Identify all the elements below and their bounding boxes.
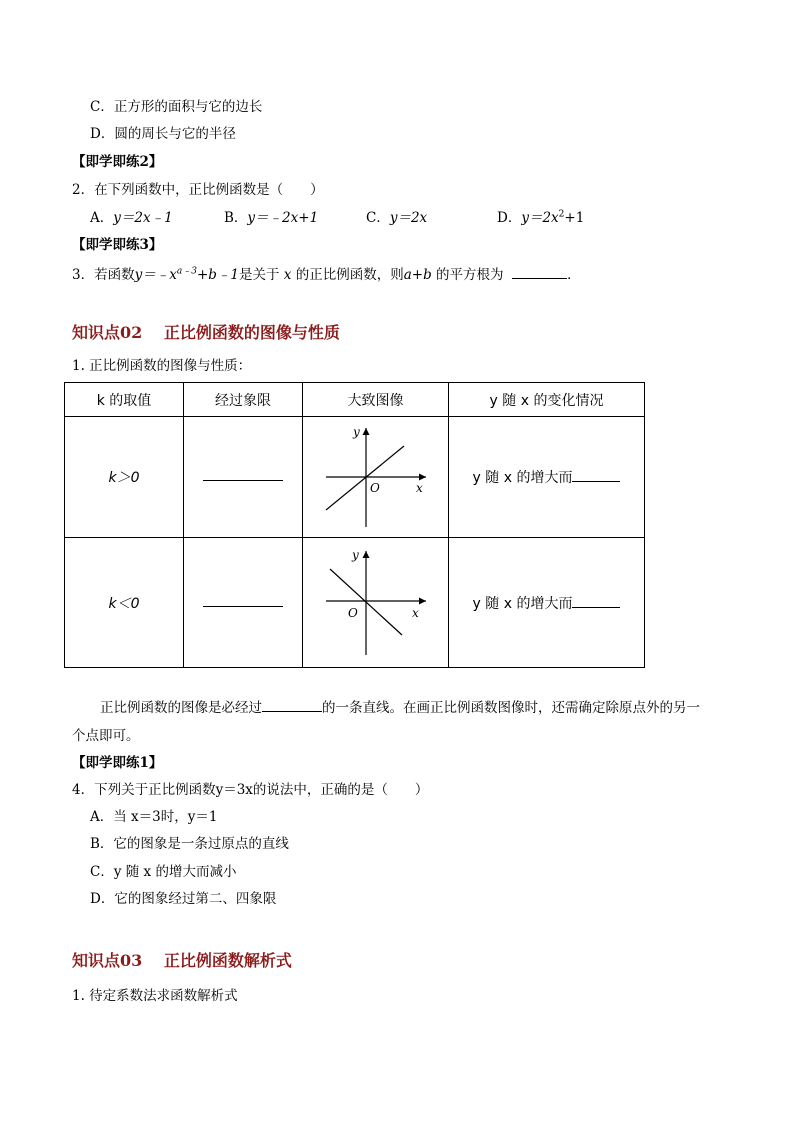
note-line-2: 个点即可。 bbox=[72, 728, 140, 744]
x-axis-label: x bbox=[415, 481, 423, 495]
header-trend: y 随 x 的变化情况 bbox=[449, 383, 645, 417]
practice-label-2: 【即学即练2】 bbox=[72, 154, 163, 170]
graph-cell bbox=[303, 538, 449, 668]
practice-label-3: 【即学即练3】 bbox=[72, 237, 163, 253]
q2-option-a-prefix: A． bbox=[90, 210, 114, 226]
table-row bbox=[65, 417, 645, 538]
y-axis-label: y bbox=[352, 425, 360, 439]
q3-post: 的正比例函数，则 bbox=[295, 267, 404, 283]
q3-period: ． bbox=[567, 267, 581, 283]
q3-ab: a+b bbox=[403, 267, 432, 283]
header-graph: 大致图像 bbox=[303, 383, 449, 417]
trend-blank-negative[interactable] bbox=[572, 595, 620, 608]
q3-var-x: x bbox=[283, 267, 292, 283]
section2-intro: 1. 正比例函数的图像与性质： bbox=[72, 358, 252, 374]
table-header-row bbox=[65, 383, 645, 417]
graph-cell bbox=[303, 417, 449, 538]
k-positive-label: k＞0 bbox=[65, 417, 184, 538]
q2-option-a-formula: y＝2x﹣1 bbox=[113, 210, 173, 226]
table-row bbox=[65, 538, 645, 668]
quadrant-blank-negative[interactable] bbox=[203, 605, 283, 607]
trend-text-positive: y 随 x 的增大而 bbox=[472, 470, 573, 486]
trend-text-negative: y 随 x 的增大而 bbox=[472, 595, 573, 612]
origin-label: O bbox=[369, 481, 380, 495]
note-line1-post: 的一条直线。在画正比例函数图像时，还需确定除原点外的另一 bbox=[322, 700, 700, 716]
q2-option-a bbox=[90, 206, 173, 226]
x-axis-label: x bbox=[411, 605, 419, 620]
q3-formula-base: y＝﹣x bbox=[134, 267, 177, 283]
k-negative-label: k＜0 bbox=[65, 538, 184, 668]
q3-answer-blank[interactable] bbox=[512, 266, 567, 279]
q3-mid: 是关于 bbox=[238, 267, 280, 283]
properties-table bbox=[64, 382, 645, 668]
q4-stem: 4．下列关于正比例函数y＝3x的说法中，正确的是（ ） bbox=[72, 782, 429, 798]
note-blank[interactable] bbox=[262, 699, 322, 712]
q3 bbox=[72, 263, 581, 283]
q2-option-b bbox=[224, 206, 318, 226]
q2-option-b-prefix: B． bbox=[224, 210, 248, 226]
q2-option-d-prefix: D． bbox=[497, 210, 522, 226]
q1-option-c: C．正方形的面积与它的边长 bbox=[90, 99, 263, 115]
q3-end: 的平方根为 bbox=[436, 267, 504, 283]
header-k-value: k 的取值 bbox=[65, 383, 184, 417]
q3-formula-tail: +b﹣1 bbox=[196, 267, 239, 283]
trend-cell bbox=[449, 417, 645, 538]
section3-intro: 1. 待定系数法求函数解析式 bbox=[72, 988, 238, 1004]
quadrant-blank-positive[interactable] bbox=[203, 479, 283, 481]
note-line-1 bbox=[100, 696, 700, 716]
q3-pre: 3．若函数 bbox=[72, 267, 135, 283]
q2-option-c-prefix: C． bbox=[366, 210, 390, 226]
function-line bbox=[326, 446, 404, 510]
q3-formula-exp: a﹣3 bbox=[176, 266, 197, 277]
q4-option-b: B．它的图象是一条过原点的直线 bbox=[90, 836, 289, 852]
practice-label-1: 【即学即练1】 bbox=[72, 755, 163, 771]
q2-option-b-formula: y＝﹣2x+1 bbox=[247, 210, 319, 226]
q2-option-c-formula: y＝2x bbox=[389, 210, 428, 226]
y-axis-label: y bbox=[351, 547, 359, 562]
decreasing-line-graph bbox=[316, 543, 436, 659]
q2-option-c bbox=[366, 206, 427, 226]
q1-option-d: D．圆的周长与它的半径 bbox=[90, 126, 236, 142]
q2-option-d-tail: +1 bbox=[564, 210, 585, 226]
trend-cell bbox=[449, 538, 645, 668]
q4-option-c: C．y 随 x 的增大而减小 bbox=[90, 864, 237, 880]
quadrant-cell bbox=[184, 417, 303, 538]
section-heading-02: 知识点02 正比例函数的图像与性质 bbox=[72, 323, 340, 342]
note-line1-pre: 正比例函数的图像是必经过 bbox=[100, 700, 262, 716]
quadrant-cell bbox=[184, 538, 303, 668]
q2-option-d-exp: 2 bbox=[558, 209, 565, 220]
header-quadrants: 经过象限 bbox=[184, 383, 303, 417]
q2-stem: 2．在下列函数中，正比例函数是（ ） bbox=[72, 182, 324, 198]
origin-label: O bbox=[347, 605, 358, 620]
increasing-line-graph bbox=[316, 420, 436, 530]
q4-option-d: D．它的图象经过第二、四象限 bbox=[90, 891, 277, 907]
q4-option-a: A．当 x＝3时，y＝1 bbox=[90, 809, 218, 825]
q2-option-d-base: y＝2x bbox=[521, 210, 559, 226]
section-heading-03: 知识点03 正比例函数解析式 bbox=[72, 951, 292, 970]
trend-blank-positive[interactable] bbox=[572, 469, 620, 482]
q2-option-d bbox=[497, 206, 584, 226]
